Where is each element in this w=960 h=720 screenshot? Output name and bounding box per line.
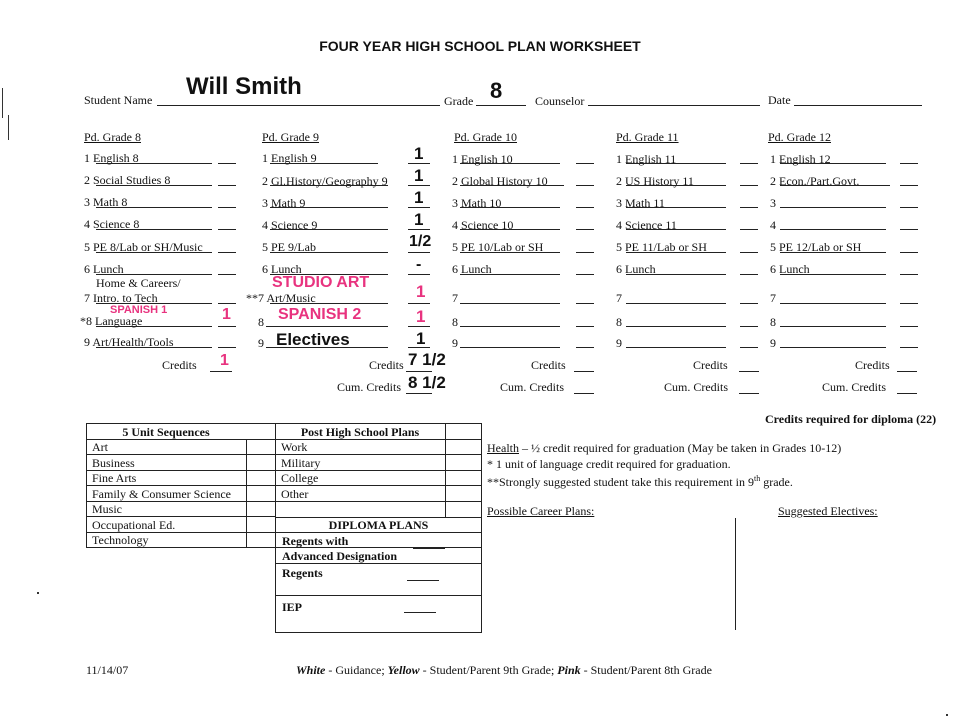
page-title: FOUR YEAR HIGH SCHOOL PLAN WORKSHEET [319, 38, 641, 54]
g11-credits-line [739, 371, 759, 372]
g8-language-credit[interactable]: 1 [222, 306, 231, 323]
g12-row-3: 3 [770, 196, 776, 210]
counselor-label: Counselor [535, 94, 585, 108]
g12-line [780, 163, 886, 164]
g9-credit-5[interactable]: 1/2 [409, 233, 432, 250]
table-row-line [86, 516, 276, 517]
g11-row-1: 1 English 11 [616, 152, 677, 166]
g10-row-8: 8 [452, 315, 458, 329]
g10-credit-line [576, 229, 594, 230]
g9-spanish-2[interactable]: SPANISH 2 [278, 306, 362, 323]
g9-row-7: **7 Art/Music [246, 291, 316, 305]
g9-credit-8[interactable]: 1 [416, 307, 426, 326]
g8-credit-line [218, 163, 236, 164]
g9-row-6: 6 Lunch [262, 262, 302, 276]
g8-line [96, 252, 212, 253]
g8-home-careers: Home & Careers/ [96, 276, 181, 290]
g12-line [780, 326, 886, 327]
notes-divider [735, 518, 736, 630]
g9-line [270, 185, 388, 186]
footer-pink: Pink [557, 663, 581, 677]
g12-credit-line [900, 252, 918, 253]
g9-credit-3[interactable]: 1 [414, 188, 424, 207]
g9-line [266, 326, 388, 327]
g10-cum-label: Cum. Credits [500, 380, 565, 394]
g12-credit-line [900, 207, 918, 208]
g10-line [460, 326, 560, 327]
g11-row-5: 5 PE 11/Lab or SH [616, 240, 707, 254]
g11-row-2: 2 US History 11 [616, 174, 694, 188]
footer-date: 11/14/07 [86, 663, 129, 677]
g8-credit-line [218, 274, 236, 275]
g9-line [270, 207, 388, 208]
g8-credit-line [218, 347, 236, 348]
col-heading-grade-8: Pd. Grade 8 [84, 130, 141, 144]
g9-line [270, 303, 388, 304]
post-hs-item: Military [281, 456, 321, 470]
g9-line [270, 274, 388, 275]
g9-credit-line [408, 303, 430, 304]
footer-pink-text: - Student/Parent 8th Grade [580, 663, 712, 677]
col-heading-grade-10: Pd. Grade 10 [454, 130, 517, 144]
g8-credit-line [218, 252, 236, 253]
grade-value[interactable]: 8 [490, 78, 503, 103]
g8-credit-line [218, 229, 236, 230]
g11-credit-line [740, 252, 758, 253]
g9-credit-9[interactable]: 1 [416, 329, 426, 348]
g11-credit-line [740, 163, 758, 164]
g12-cum-line [897, 393, 917, 394]
g11-credit-line [740, 207, 758, 208]
strong-note [487, 472, 793, 489]
g11-line [626, 347, 726, 348]
diploma-plan-regents: Regents [282, 566, 323, 580]
grade-line [476, 105, 526, 106]
g12-credit-line [900, 303, 918, 304]
g9-cum-value[interactable]: 8 1/2 [408, 373, 446, 392]
g11-row-3: 3 Math 11 [616, 196, 665, 210]
g10-credit-line [576, 303, 594, 304]
student-name-label: Student Name [84, 93, 153, 107]
g10-row-4: 4 Science 10 [452, 218, 514, 232]
sequence-item: Music [92, 502, 122, 516]
g9-row-3: 3 Math 9 [262, 196, 306, 210]
sequence-item: Technology [92, 533, 149, 547]
g10-row-5: 5 PE 10/Lab or SH [452, 240, 544, 254]
g12-row-8: 8 [770, 315, 776, 329]
diploma-plan-line [413, 548, 445, 549]
g10-row-3: 3 Math 10 [452, 196, 502, 210]
g10-row-9: 9 [452, 336, 458, 350]
g9-line [270, 229, 388, 230]
g12-credits-label: Credits [855, 358, 890, 372]
g9-credits-label: Credits [369, 358, 404, 372]
g10-credit-line [576, 347, 594, 348]
g12-row-9: 9 [770, 336, 776, 350]
col-heading-grade-12: Pd. Grade 12 [768, 130, 831, 144]
g8-row-3: 3 Math 8 [84, 195, 128, 209]
footer-yellow-text: - Student/Parent 9th Grade; [419, 663, 558, 677]
g12-credit-line [900, 274, 918, 275]
g8-row-6: 6 Lunch [84, 262, 124, 276]
suggested-electives-label: Suggested Electives: [778, 504, 878, 518]
g12-row-6: 6 Lunch [770, 262, 810, 276]
g10-credit-line [576, 326, 594, 327]
g8-row-4: 4 Science 8 [84, 217, 140, 231]
g9-credit-1[interactable]: 1 [414, 144, 424, 163]
g12-credits-line [897, 371, 917, 372]
g9-credit-6[interactable]: - [416, 256, 422, 273]
g10-credit-line [576, 252, 594, 253]
g10-line [460, 185, 564, 186]
g8-line [96, 347, 212, 348]
post-hs-item: College [281, 471, 319, 485]
g9-credit-line [408, 274, 430, 275]
health-text: – ½ credit required for graduation (May be taken in Grades 10-12) [519, 441, 842, 455]
table-row-line [86, 501, 482, 502]
g12-line [780, 347, 886, 348]
g10-line [460, 274, 560, 275]
health-label: Health [487, 441, 519, 455]
language-note: * 1 unit of language credit required for graduation. [487, 457, 731, 471]
g8-line [96, 163, 212, 164]
g11-credit-line [740, 303, 758, 304]
scan-mark [8, 115, 9, 140]
g12-cum-label: Cum. Credits [822, 380, 887, 394]
g8-credit-line [218, 303, 236, 304]
g9-electives[interactable]: Electives [276, 330, 350, 349]
footer-copy-legend [296, 663, 712, 677]
g8-credit-line [218, 185, 236, 186]
g8-line [96, 326, 212, 327]
table-row-line [86, 485, 482, 486]
g8-credits-value[interactable]: 1 [220, 352, 229, 369]
g11-row-6: 6 Lunch [616, 262, 656, 276]
g10-line [460, 347, 560, 348]
g11-row-4: 4 Science 11 [616, 218, 677, 232]
g11-row-8: 8 [616, 315, 622, 329]
g11-line [626, 252, 726, 253]
date-label: Date [768, 93, 791, 107]
g8-line [96, 303, 212, 304]
g9-row-2: 2 Gl.History/Geography 9 [262, 174, 388, 188]
g8-line [96, 229, 212, 230]
g9-line [266, 347, 388, 348]
g11-credit-line [740, 185, 758, 186]
g8-line [96, 207, 212, 208]
g8-line [96, 274, 212, 275]
g9-line [270, 252, 388, 253]
g11-line [626, 163, 726, 164]
g9-credit-7[interactable]: 1 [416, 282, 426, 301]
g11-cum-line [739, 393, 759, 394]
unit-sequences-heading: 5 Unit Sequences [122, 425, 210, 439]
g12-row-1: 1 English 12 [770, 152, 831, 166]
g12-line [780, 303, 886, 304]
g9-credit-2[interactable]: 1 [414, 166, 424, 185]
g11-line [626, 326, 726, 327]
g11-credit-line [740, 274, 758, 275]
g11-credit-line [740, 229, 758, 230]
g10-cum-line [574, 393, 594, 394]
g8-language-handwritten[interactable]: SPANISH 1 [110, 304, 168, 316]
g10-row-7: 7 [452, 291, 458, 305]
g8-credit-line [218, 326, 236, 327]
g9-row-5: 5 PE 9/Lab [262, 240, 316, 254]
g11-line [626, 229, 726, 230]
g12-row-4: 4 [770, 218, 776, 232]
g8-line [96, 185, 212, 186]
health-note [487, 441, 841, 455]
g11-credits-label: Credits [693, 358, 728, 372]
g10-credit-line [576, 185, 594, 186]
table-row-line [275, 595, 482, 596]
scan-speck [946, 714, 948, 716]
g9-row-4: 4 Science 9 [262, 218, 318, 232]
diploma-plan-line [404, 612, 436, 613]
g10-credits-label: Credits [531, 358, 566, 372]
g11-row-7: 7 [616, 291, 622, 305]
diploma-required: Credits required for diploma (22) [765, 412, 937, 426]
g9-cum-label: Cum. Credits [337, 380, 402, 394]
g12-row-7: 7 [770, 291, 776, 305]
g12-credit-line [900, 229, 918, 230]
diploma-plans-heading: DIPLOMA PLANS [328, 518, 429, 532]
post-hs-heading: Post High School Plans [300, 425, 420, 439]
g8-row-7: 7 Intro. to Tech [84, 291, 158, 305]
strong-note-sup: th [753, 474, 761, 483]
diploma-plan-advanced: Advanced Designation [282, 549, 398, 563]
g10-credit-line [576, 163, 594, 164]
g10-credits-line [574, 371, 594, 372]
g11-line [626, 185, 726, 186]
career-plans-label: Possible Career Plans: [487, 504, 595, 518]
g10-row-2: 2 Global History 10 [452, 174, 548, 188]
g9-studio-art[interactable]: STUDIO ART [272, 274, 370, 291]
g12-row-2: 2 Econ./Part.Govt. [770, 174, 860, 188]
g9-credits-line [406, 371, 432, 372]
diploma-plan-iep: IEP [282, 600, 303, 614]
g8-credit-line [218, 207, 236, 208]
post-hs-item: Work [281, 440, 308, 454]
table-row-line [275, 532, 482, 533]
g8-row-8: *8 Language [80, 314, 143, 328]
g9-credit-4[interactable]: 1 [414, 210, 424, 229]
g8-credits-label: Credits [162, 358, 197, 372]
g11-line [626, 303, 726, 304]
g9-row-9: 9 [258, 336, 264, 350]
g12-line [780, 252, 886, 253]
g8-row-1: 1 English 8 [84, 151, 139, 165]
sequence-item: Business [92, 456, 135, 470]
scan-speck [37, 592, 39, 594]
g12-line [780, 207, 886, 208]
g10-line [460, 252, 560, 253]
g10-line [460, 207, 560, 208]
g12-line [780, 229, 886, 230]
col-heading-grade-9: Pd. Grade 9 [262, 130, 319, 144]
g12-credit-line [900, 163, 918, 164]
diploma-plan-regents-with: Regents with [282, 534, 349, 548]
diploma-plan-line [407, 580, 439, 581]
g9-credits-value[interactable]: 7 1/2 [408, 350, 446, 369]
g12-line [780, 274, 886, 275]
sequence-item: Occupational Ed. [92, 518, 176, 532]
g10-line [460, 303, 560, 304]
student-name-line [157, 105, 440, 106]
g10-credit-line [576, 274, 594, 275]
scan-mark [2, 88, 3, 118]
g11-line [626, 274, 726, 275]
footer-white: White [296, 663, 326, 677]
sequence-item: Art [92, 440, 108, 454]
g9-credit-line [408, 252, 430, 253]
g11-credit-line [740, 326, 758, 327]
footer-yellow: Yellow [387, 663, 420, 677]
strong-note-text: **Strongly suggested student take this requirement in 9 [487, 475, 754, 489]
footer-white-text: - Guidance; [325, 663, 388, 677]
strong-note-end: grade. [760, 475, 793, 489]
g12-credit-line [900, 326, 918, 327]
counselor-line [588, 105, 760, 106]
g12-credit-line [900, 347, 918, 348]
g8-credits-line [210, 371, 232, 372]
table-row-line [275, 563, 482, 564]
g10-credit-line [576, 207, 594, 208]
g9-cum-line [406, 393, 432, 394]
g9-row-1: 1 English 9 [262, 151, 317, 165]
student-name-value[interactable]: Will Smith [186, 73, 302, 100]
g8-row-2: 2 Social Studies 8 [84, 173, 171, 187]
g10-line [460, 229, 560, 230]
g11-row-9: 9 [616, 336, 622, 350]
g9-row-8: 8 [258, 315, 264, 329]
post-hs-item: Other [281, 487, 309, 501]
g10-row-1: 1 English 10 [452, 152, 513, 166]
g12-row-5: 5 PE 12/Lab or SH [770, 240, 862, 254]
grade-label: Grade [444, 94, 474, 108]
g11-cum-label: Cum. Credits [664, 380, 729, 394]
g8-row-5: 5 PE 8/Lab or SH/Music [84, 240, 203, 254]
sequence-item: Fine Arts [92, 471, 137, 485]
g10-line [460, 163, 560, 164]
g12-credit-line [900, 185, 918, 186]
g10-row-6: 6 Lunch [452, 262, 492, 276]
col-heading-grade-11: Pd. Grade 11 [616, 130, 679, 144]
g9-line [270, 163, 378, 164]
table-row-line [86, 454, 482, 455]
sequence-item: Family & Consumer Science [92, 487, 231, 501]
date-line [794, 105, 922, 106]
g11-line [626, 207, 726, 208]
g12-line [780, 185, 890, 186]
g11-credit-line [740, 347, 758, 348]
g8-row-9: 9 Art/Health/Tools [84, 335, 174, 349]
